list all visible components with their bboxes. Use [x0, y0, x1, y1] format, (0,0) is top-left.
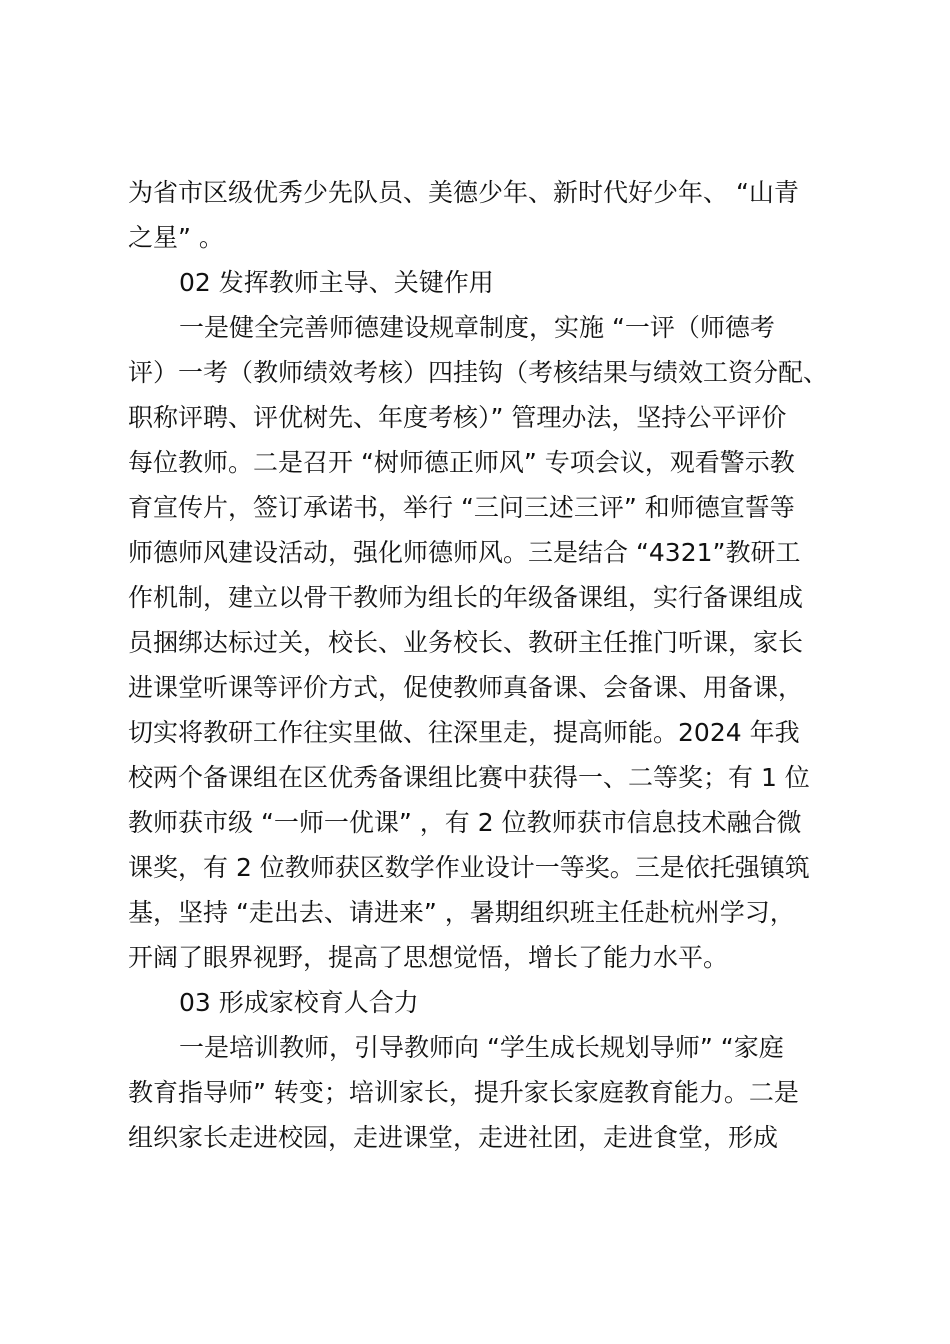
paragraph-teacher-ethics [128, 305, 838, 980]
heading-text: 03 形成家校育人合力 [179, 988, 419, 1017]
text-line: 之星” 。 [128, 223, 224, 252]
text-line: 教师获市级 “一师一优课” ，有 2 位教师获市信息技术融合微 [128, 808, 802, 837]
text-line: 课奖，有 2 位教师获区数学作业设计一等奖。三是依托强镇筑 [128, 853, 810, 882]
text-line: 评）一考（教师绩效考核）四挂钩（考核结果与绩效工资分配、 [128, 358, 829, 387]
paragraph-home-school [128, 1025, 838, 1160]
text-line: 育宣传片，签订承诺书，举行 “三问三述三评” 和师德宣誓等 [128, 493, 795, 522]
text-line: 员捆绑达标过关，校长、业务校长、教研主任推门听课，家长 [128, 628, 804, 657]
text-line: 开阔了眼界视野，提高了思想觉悟，增长了能力水平。 [128, 943, 729, 972]
text-line: 教育指导师” 转变；培训家长，提升家长家庭教育能力。二是 [128, 1078, 799, 1107]
text-line: 一是健全完善师德建设规章制度，实施 “一评（师德考 [179, 313, 775, 342]
section-heading-02 [128, 260, 838, 305]
document-page [128, 170, 838, 1160]
heading-text: 02 发挥教师主导、关键作用 [179, 268, 494, 297]
text-line: 进课堂听课等评价方式，促使教师真备课、会备课、用备课， [128, 673, 804, 702]
text-line: 为省市区级优秀少先队员、美德少年、新时代好少年、 “山青 [128, 178, 799, 207]
paragraph-continuation [128, 170, 838, 260]
text-line: 基，坚持 “走出去、请进来” ，暑期组织班主任赴杭州学习， [128, 898, 795, 927]
text-line: 切实将教研工作往实里做、往深里走，提高师能。2024 年我 [128, 718, 800, 747]
text-line: 师德师风建设活动，强化师德师风。三是结合 “4321”教研工 [128, 538, 801, 567]
text-line: 每位教师。二是召开 “树师德正师风” 专项会议，观看警示教 [128, 448, 795, 477]
text-line: 校两个备课组在区优秀备课组比赛中获得一、二等奖；有 1 位 [128, 763, 810, 792]
text-line: 职称评聘、评优树先、年度考核）” 管理办法，坚持公平评价 [128, 403, 787, 432]
text-line: 组织家长走进校园，走进课堂，走进社团，走进食堂，形成 [128, 1123, 779, 1152]
text-line: 一是培训教师，引导教师向 “学生成长规划导师” “家庭 [179, 1033, 784, 1062]
section-heading-03 [128, 980, 838, 1025]
text-line: 作机制，建立以骨干教师为组长的年级备课组，实行备课组成 [128, 583, 804, 612]
